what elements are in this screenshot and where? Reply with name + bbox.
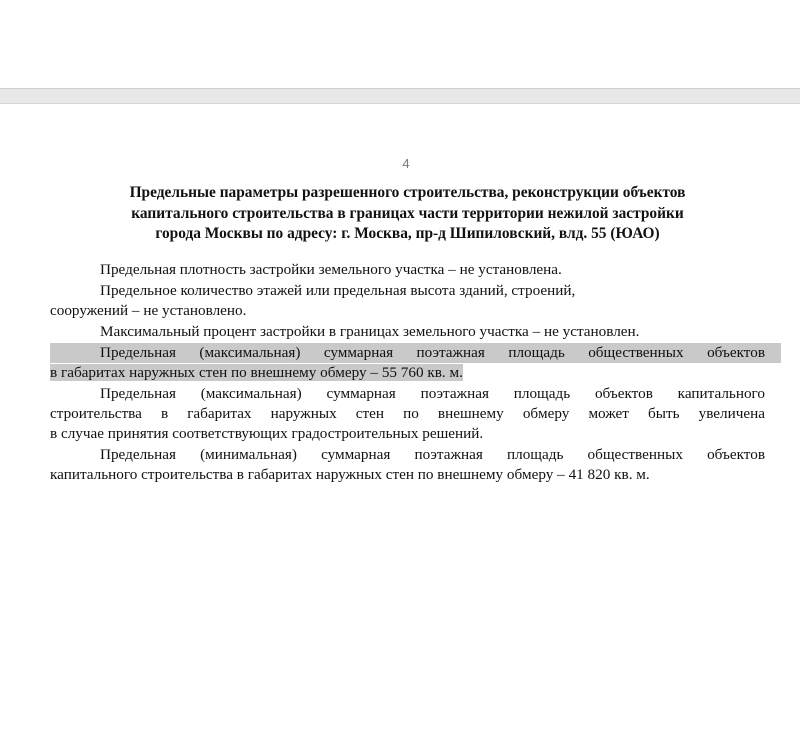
paragraph-line: Предельная плотность застройки земельного участка – не установлена. [100, 261, 562, 278]
document-body [50, 260, 765, 486]
page-separator [0, 88, 800, 104]
highlighted-line[interactable]: Предельная (максимальная) суммарная поэтажная площадь общественных объектов [50, 343, 781, 363]
paragraph-line: Предельная (максимальная) суммарная поэтажная площадь объектов капитального [100, 385, 765, 403]
page-number: 4 [402, 156, 410, 171]
paragraph-density [50, 260, 765, 280]
paragraph-line: сооружений – не установлено. [50, 301, 247, 319]
paragraph-line: Предельная (минимальная) суммарная поэтажная площадь общественных объектов [100, 445, 765, 463]
title-line: города Москвы по адресу: г. Москва, пр-д Шипиловский, влд. 55 (ЮАО) [155, 225, 660, 242]
paragraph-line: капитального строительства в габаритах наружных стен по внешнему обмеру – 41 820 кв. м. [50, 465, 650, 483]
paragraph-floors [50, 281, 765, 320]
title-line: капитального строительства в границах части территории нежилой застройки [131, 204, 684, 222]
paragraph-line: Предельное количество этажей или предельная высота зданий, строений, [100, 282, 576, 300]
paragraph-max-area-increase [50, 384, 765, 443]
paragraph-min-area [50, 445, 765, 484]
title-line: Предельные параметры разрешенного строительства, реконструкции объектов [129, 184, 686, 201]
paragraph-coverage [50, 322, 765, 342]
paragraph-line: строительства в габаритах наружных стен по внешнему обмеру может быть увеличена [50, 404, 765, 422]
paragraph-line: в случае принятия соответствующих градостроительных решений. [50, 424, 484, 442]
highlighted-line-wrap [50, 363, 765, 383]
paragraph-max-area-highlighted[interactable] [50, 343, 765, 382]
highlighted-line[interactable]: в габаритах наружных стен по внешнему обмеру – 55 760 кв. м. [50, 364, 463, 382]
paragraph-line: Максимальный процент застройки в границах земельного участка – не установлен. [100, 323, 640, 341]
document-title [50, 183, 765, 245]
